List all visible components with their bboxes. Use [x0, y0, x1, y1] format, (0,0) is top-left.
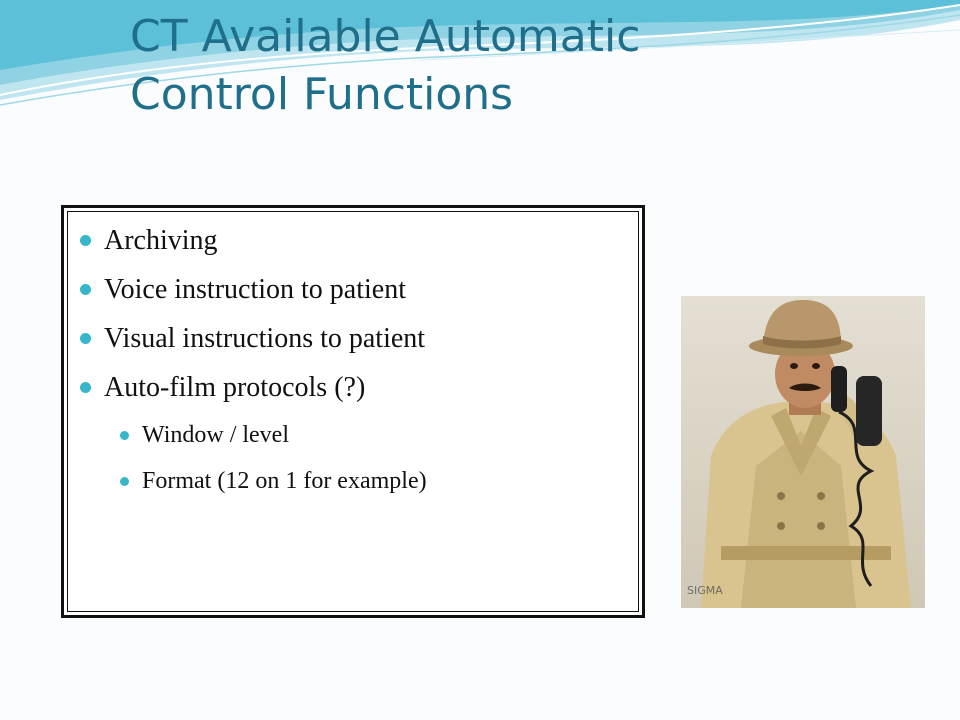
sub-bullet-item: Format (12 on 1 for example) [120, 458, 427, 504]
sub-bullet-list [120, 412, 427, 504]
detective-photo [681, 296, 925, 608]
title-line-2: Control Functions [130, 69, 514, 120]
bullet-item-text: Auto-film protocols (?) [104, 372, 366, 403]
slide-title [130, 8, 890, 124]
content-box [61, 205, 645, 618]
title-line-1: CT Available Automatic [130, 11, 641, 62]
bullet-list [80, 216, 427, 504]
bullet-item [80, 363, 427, 504]
sub-bullet-item: Window / level [120, 412, 427, 458]
bullet-item: Archiving [80, 216, 427, 265]
bullet-item: Voice instruction to patient [80, 265, 427, 314]
bullet-item: Visual instructions to patient [80, 314, 427, 363]
svg-text:SIGMA: SIGMA [687, 584, 723, 597]
